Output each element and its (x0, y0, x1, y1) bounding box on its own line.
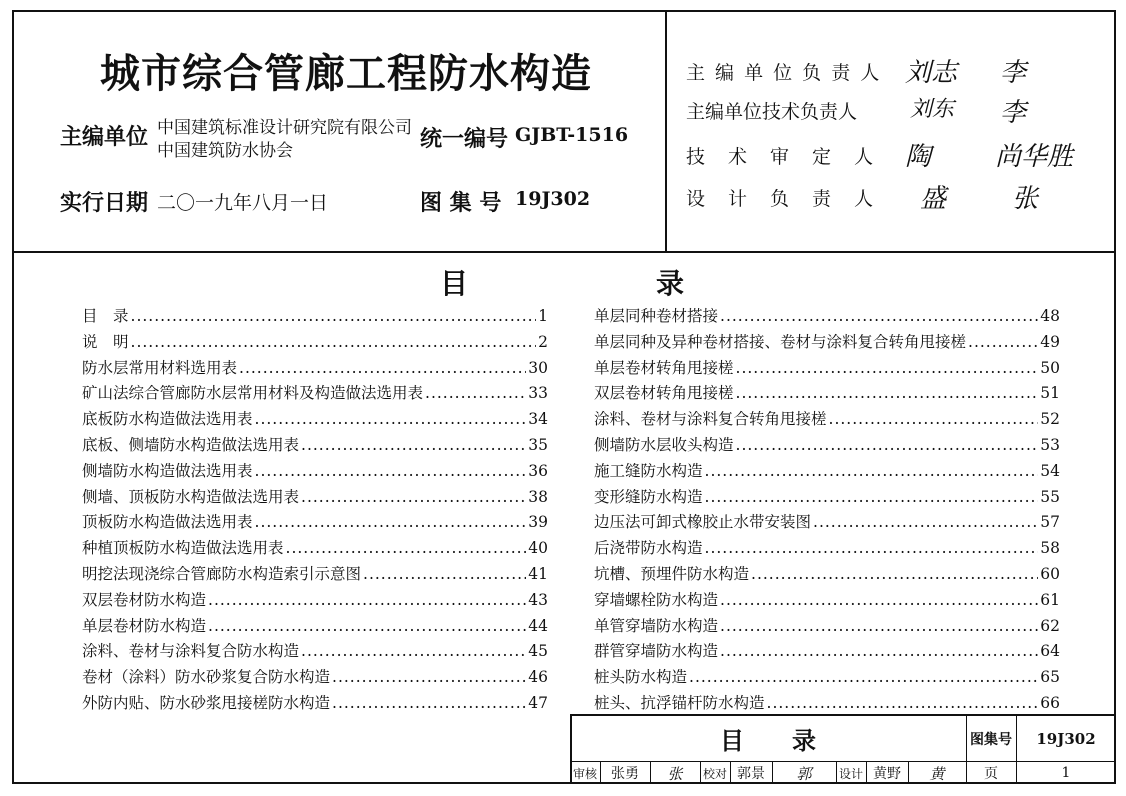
signature: 张 (1012, 184, 1039, 214)
toc-entry-title: 种植顶板防水构造做法选用表 (82, 539, 284, 558)
toc-entry[interactable] (82, 562, 548, 588)
toc-entry[interactable] (594, 665, 1060, 691)
toc-entry[interactable] (82, 356, 548, 382)
toc-entry-title: 目 录 (82, 307, 129, 325)
toc-entry-page: 45 (528, 642, 548, 661)
toc-entry[interactable] (82, 485, 548, 511)
toc-entry-page: 35 (528, 435, 548, 454)
designer-signature: 黄 (929, 764, 945, 783)
responsible-role: 技 术 审 定 人 (686, 146, 876, 168)
toc-leader-dots (736, 359, 1039, 377)
title-block-atlas-label: 图集号 (970, 731, 1012, 748)
atlas-no: 19J302 (515, 188, 591, 210)
design-label: 设计 (838, 766, 863, 781)
toc-leader-dots (767, 694, 1039, 712)
check-label: 校对 (702, 766, 727, 781)
toc-leader-dots (736, 436, 1039, 454)
toc-leader-dots (131, 333, 537, 351)
date-label: 实行日期 (60, 191, 149, 216)
toc-entry-title: 侧墙防水层收头构造 (594, 435, 734, 454)
toc-entry-title: 单层卷材防水构造 (82, 616, 207, 635)
toc-leader-dots (255, 410, 527, 428)
toc-leader-dots (720, 642, 1038, 660)
toc-entry-title: 变形缝防水构造 (594, 487, 703, 506)
toc-leader-dots (239, 359, 526, 377)
toc-leader-dots (813, 513, 1038, 531)
signature: 尚华胜 (995, 142, 1074, 172)
toc-entry-page: 44 (528, 616, 548, 635)
toc-entry-title: 防水层常用材料选用表 (82, 358, 238, 377)
toc-leader-dots (301, 488, 526, 506)
review-label: 审核 (572, 766, 597, 781)
unified-no-label: 统一编号 (420, 127, 509, 152)
toc-entry-page: 46 (528, 668, 548, 687)
toc-entry-title: 单管穿墙防水构造 (594, 616, 719, 635)
toc-leader-dots (208, 591, 526, 609)
signature: 李 (1000, 98, 1027, 128)
toc-entry[interactable] (82, 665, 548, 691)
toc-entry-title: 涂料、卷材与涂料复合防水构造 (82, 642, 300, 661)
toc-entry-title: 外防内贴、防水砂浆甩接槎防水构造 (82, 693, 331, 712)
atlas-no-label: 图 集 号 (420, 191, 502, 216)
toc-entry-page: 66 (1040, 693, 1060, 712)
toc-entry[interactable] (594, 485, 1060, 511)
title-block (570, 714, 1116, 784)
toc-leader-dots (255, 462, 527, 480)
designer-name: 黄野 (873, 766, 901, 782)
toc-entry-page: 53 (1040, 435, 1060, 454)
signature: 李 (1000, 58, 1027, 88)
editor-org-2: 中国建筑防水协会 (157, 141, 293, 161)
toc-entry-page: 58 (1040, 539, 1060, 558)
toc-entry[interactable] (594, 433, 1060, 459)
toc-entry[interactable] (594, 381, 1060, 407)
toc-entry-title: 底板防水构造做法选用表 (82, 410, 253, 429)
toc-leader-dots (736, 384, 1039, 402)
toc-entry-title: 群管穿墙防水构造 (594, 642, 719, 661)
toc-entry-title: 底板、侧墙防水构造做法选用表 (82, 435, 300, 454)
toc-entry-title: 坑槽、预埋件防水构造 (594, 564, 750, 583)
toc-entry-title: 明挖法现浇综合管廊防水构造索引示意图 (82, 564, 362, 583)
atlas-title: 城市综合管廊工程防水构造 (100, 51, 592, 97)
toc-entry-title: 矿山法综合管廊防水层常用材料及构造做法选用表 (82, 384, 424, 403)
toc-entry[interactable] (594, 330, 1060, 356)
toc-left-column (82, 304, 548, 717)
toc-leader-dots (720, 617, 1038, 635)
toc-leader-dots (332, 668, 526, 686)
toc-entry-page: 50 (1040, 358, 1060, 377)
signature: 陶 (905, 142, 932, 172)
toc-entry-page: 39 (528, 513, 548, 532)
toc-entry-page: 47 (528, 693, 548, 712)
toc-leader-dots (131, 307, 537, 325)
checker-name: 郭景 (737, 766, 765, 782)
toc-entry-page: 65 (1040, 668, 1060, 687)
toc-entry[interactable] (594, 510, 1060, 536)
toc-leader-dots (689, 668, 1038, 686)
toc-entry-page: 41 (528, 564, 548, 583)
header-vertical-divider (665, 10, 667, 252)
toc-entry-page: 51 (1040, 384, 1060, 403)
toc-entry[interactable] (594, 356, 1060, 382)
responsible-role: 主编单位技术负责人 (686, 101, 858, 123)
toc-entry-page: 60 (1040, 564, 1060, 583)
title-block-atlas-no: 19J302 (1036, 729, 1096, 748)
toc-entry-page: 43 (528, 590, 548, 609)
toc-entry-title: 顶板防水构造做法选用表 (82, 513, 253, 532)
toc-entry-title: 涂料、卷材与涂料复合转角甩接槎 (594, 410, 827, 429)
toc-entry[interactable] (594, 639, 1060, 665)
toc-leader-dots (286, 539, 527, 557)
toc-entry-page: 38 (528, 487, 548, 506)
toc-entry[interactable] (594, 614, 1060, 640)
toc-entry[interactable] (82, 304, 548, 330)
toc-leader-dots (751, 565, 1038, 583)
toc-leader-dots (425, 384, 526, 402)
toc-entry[interactable] (82, 407, 548, 433)
toc-entry-title: 双层卷材转角甩接槎 (594, 384, 734, 403)
toc-entry-page: 57 (1040, 513, 1060, 532)
toc-entry-title: 侧墙防水构造做法选用表 (82, 461, 253, 480)
toc-leader-dots (705, 462, 1039, 480)
toc-entry[interactable] (82, 691, 548, 717)
toc-entry-title: 施工缝防水构造 (594, 461, 703, 480)
toc-entry-page: 1 (538, 307, 548, 325)
toc-entry-title: 单层同种及异种卷材搭接、卷材与涂料复合转角甩接槎 (594, 332, 967, 351)
toc-entry-page: 30 (528, 358, 548, 377)
toc-leader-dots (829, 410, 1039, 428)
toc-entry-page: 48 (1040, 307, 1060, 325)
toc-entry[interactable] (82, 510, 548, 536)
toc-title-left: 目 (440, 267, 469, 300)
toc-entry-page: 52 (1040, 410, 1060, 429)
toc-entry-title: 侧墙、顶板防水构造做法选用表 (82, 487, 300, 506)
toc-entry[interactable] (82, 614, 548, 640)
header-divider (12, 251, 1116, 253)
signature: 刘东 (910, 97, 955, 122)
toc-entry[interactable] (594, 536, 1060, 562)
toc-leader-dots (720, 307, 1038, 325)
toc-leader-dots (363, 565, 526, 583)
toc-entry-title: 桩头防水构造 (594, 668, 688, 687)
editor-label: 主编单位 (60, 125, 149, 150)
toc-entry[interactable] (594, 562, 1060, 588)
page-number: 1 (1061, 765, 1071, 781)
toc-leader-dots (705, 488, 1039, 506)
toc-leader-dots (301, 436, 526, 454)
toc-leader-dots (208, 617, 526, 635)
toc-entry[interactable] (82, 330, 548, 356)
toc-entry[interactable] (82, 536, 548, 562)
toc-entry-title: 后浇带防水构造 (594, 539, 703, 558)
toc-entry[interactable] (82, 588, 548, 614)
toc-entry-title: 桩头、抗浮锚杆防水构造 (594, 693, 765, 712)
unified-no: GJBT-1516 (515, 124, 629, 146)
toc-leader-dots (332, 694, 526, 712)
toc-leader-dots (720, 591, 1038, 609)
toc-entry[interactable] (594, 304, 1060, 330)
title-block-drawing-name: 目 录 (720, 727, 816, 755)
toc-right-column (594, 304, 1060, 717)
toc-entry-page: 40 (528, 539, 548, 558)
responsible-role: 设 计 负 责 人 (686, 188, 876, 210)
toc-entry-page: 33 (528, 384, 548, 403)
reviewer-name: 张勇 (611, 766, 639, 782)
toc-entry[interactable] (594, 407, 1060, 433)
toc-entry-title: 单层同种卷材搭接 (594, 307, 719, 325)
toc-entry-title: 卷材（涂料）防水砂浆复合防水构造 (82, 668, 331, 687)
toc-entry-page: 49 (1040, 332, 1060, 351)
toc-entry-title: 单层卷材转角甩接槎 (594, 358, 734, 377)
toc-entry[interactable] (82, 381, 548, 407)
checker-signature: 郭 (796, 764, 812, 783)
toc-entry[interactable] (82, 433, 548, 459)
toc-entry[interactable] (82, 459, 548, 485)
toc-entry-page: 2 (538, 332, 548, 351)
toc-entry[interactable] (594, 691, 1060, 717)
toc-entry-page: 34 (528, 410, 548, 429)
effective-date: 二〇一九年八月一日 (157, 192, 329, 214)
toc-entry-title: 穿墙螺栓防水构造 (594, 590, 719, 609)
reviewer-signature: 张 (667, 764, 683, 783)
toc-leader-dots (301, 642, 526, 660)
toc-entry-page: 64 (1040, 642, 1060, 661)
toc-entry-title: 双层卷材防水构造 (82, 590, 207, 609)
toc-entry-page: 55 (1040, 487, 1060, 506)
responsible-role: 主 编 单 位 负 责 人 (686, 62, 882, 84)
toc-leader-dots (255, 513, 527, 531)
editor-org-1: 中国建筑标准设计研究院有限公司 (157, 118, 412, 138)
toc-entry[interactable] (594, 588, 1060, 614)
toc-entry-page: 62 (1040, 616, 1060, 635)
toc-leader-dots (705, 539, 1039, 557)
toc-title-right: 录 (656, 267, 685, 300)
toc-entry-page: 36 (528, 461, 548, 480)
toc-leader-dots (968, 333, 1038, 351)
toc-entry-title: 说 明 (82, 332, 129, 351)
toc-entry-page: 54 (1040, 461, 1060, 480)
toc-entry-page: 61 (1040, 590, 1060, 609)
toc-entry[interactable] (82, 639, 548, 665)
toc-entry[interactable] (594, 459, 1060, 485)
toc-entry-title: 边压法可卸式橡胶止水带安装图 (594, 513, 812, 532)
signature: 刘志 (905, 58, 958, 88)
page-label: 页 (984, 766, 998, 782)
signature: 盛 (920, 184, 947, 214)
